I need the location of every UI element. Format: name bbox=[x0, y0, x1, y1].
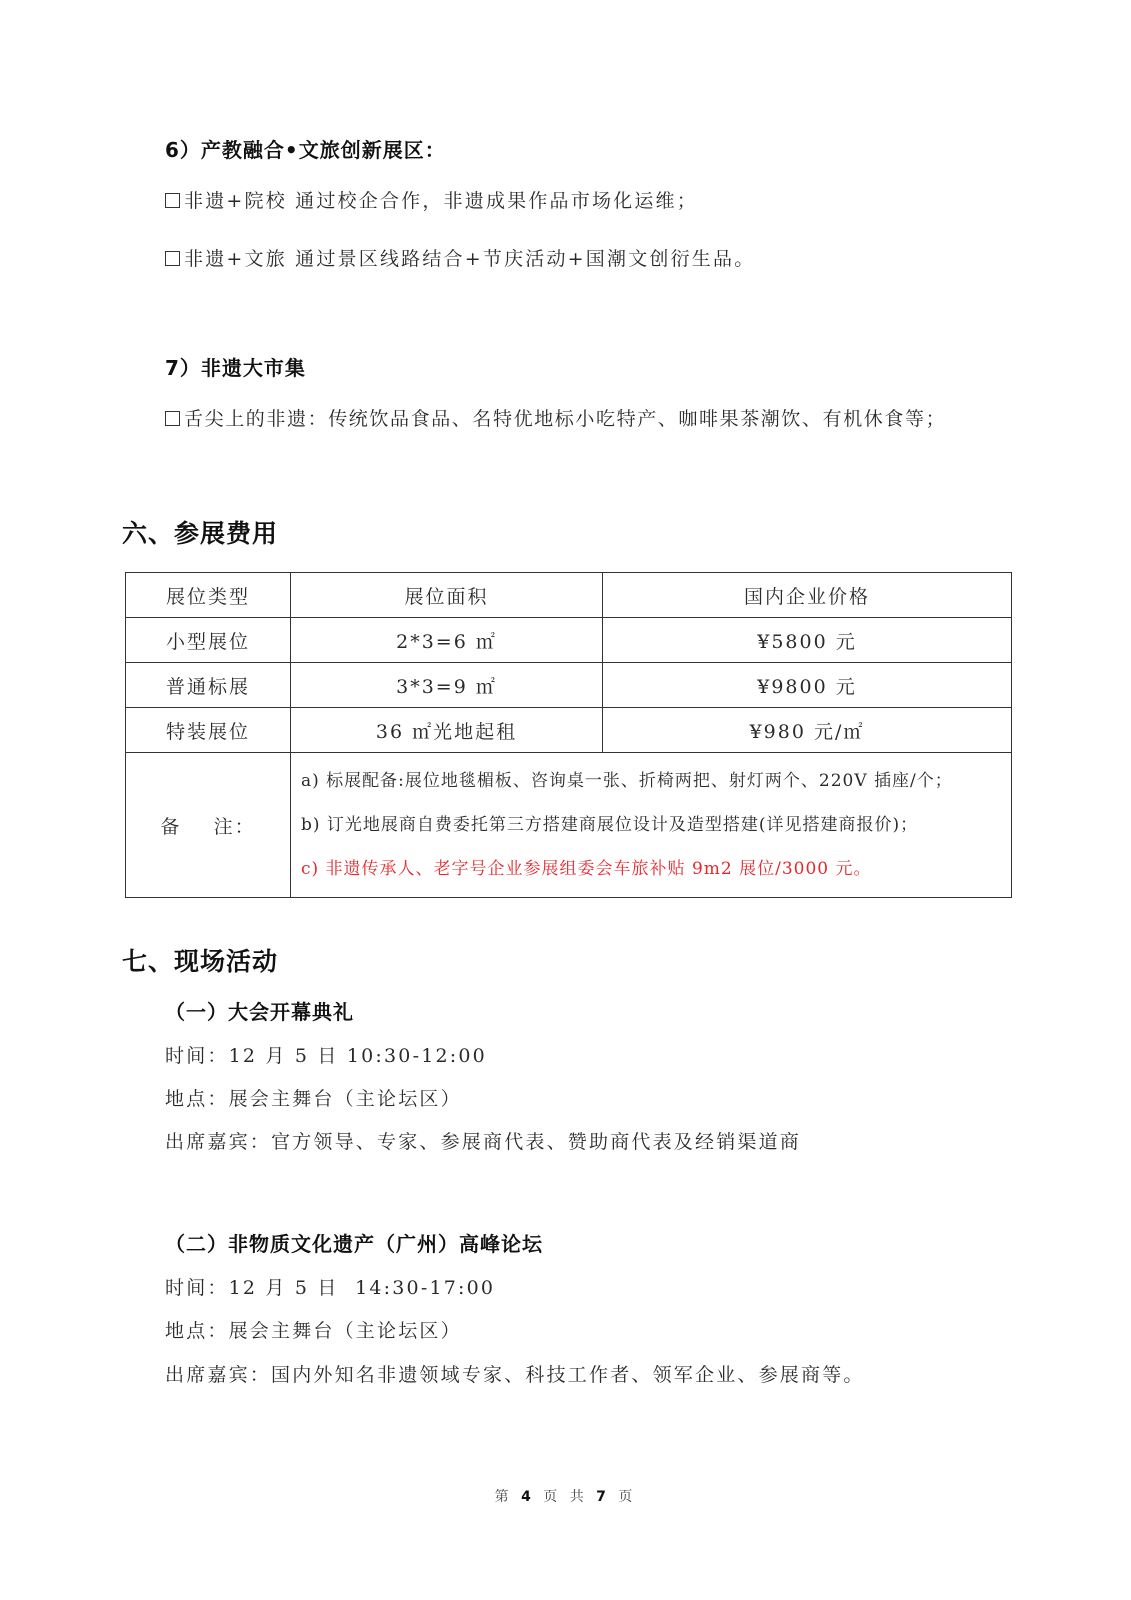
column-header: 展位面积 bbox=[291, 573, 603, 618]
booth-price: ¥5800 元 bbox=[603, 618, 1012, 663]
checkbox-icon bbox=[165, 411, 180, 426]
note-a: a) 标展配备:展位地毯楣板、咨询桌一张、折椅两把、射灯两个、220V 插座/个； bbox=[301, 771, 953, 791]
table-header-row bbox=[126, 573, 1012, 618]
list-item-text: 非遗+院校 通过校企合作，非遗成果作品市场化运维； bbox=[184, 190, 698, 212]
notes-cell bbox=[291, 753, 1012, 898]
fee-table bbox=[125, 572, 1012, 898]
footer-prefix: 第 bbox=[494, 1489, 513, 1505]
current-page-number: 4 bbox=[521, 1489, 535, 1505]
checkbox-icon bbox=[165, 193, 180, 208]
list-item-text: 舌尖上的非遗：传统饮品食品、名特优地标小吃特产、咖啡果茶潮饮、有机休食等； bbox=[184, 408, 947, 430]
booth-type: 特装展位 bbox=[126, 708, 291, 753]
table-row bbox=[126, 708, 1012, 753]
section-heading-fees: 六、参展费用 bbox=[122, 519, 279, 548]
table-row bbox=[126, 618, 1012, 663]
list-item-text: 非遗+文旅 通过景区线路结合+节庆活动+国潮文创衍生品。 bbox=[184, 248, 756, 270]
booth-type: 普通标展 bbox=[126, 663, 291, 708]
table-row bbox=[126, 663, 1012, 708]
column-header: 国内企业价格 bbox=[603, 573, 1012, 618]
footer-middle: 页 共 bbox=[543, 1489, 588, 1505]
event-time: 时间：12 月 5 日 14:30-17:00 bbox=[165, 1277, 496, 1299]
total-pages-number: 7 bbox=[596, 1489, 610, 1505]
list-item bbox=[165, 404, 946, 431]
column-header: 展位类型 bbox=[126, 573, 291, 618]
note-c-highlight: c) 非遗传承人、老字号企业参展组委会车旅补贴 9m2 展位/3000 元。 bbox=[301, 859, 872, 879]
event-guests: 出席嘉宾：国内外知名非遗领域专家、科技工作者、领军企业、参展商等。 bbox=[165, 1364, 865, 1386]
note-b: b) 订光地展商自费委托第三方搭建商展位设计及造型搭建(详见搭建商报价)； bbox=[301, 815, 919, 835]
event-title: （二）非物质文化遗产（广州）高峰论坛 bbox=[165, 1232, 543, 1256]
booth-area: 2*3=6 ㎡ bbox=[291, 618, 603, 663]
subsection-heading-6: 6）产教融合•文旅创新展区： bbox=[165, 138, 446, 162]
booth-area: 36 ㎡光地起租 bbox=[291, 708, 603, 753]
subsection-heading-7: 7）非遗大市集 bbox=[165, 356, 306, 380]
notes-row bbox=[126, 753, 1012, 898]
booth-price: ¥980 元/㎡ bbox=[603, 708, 1012, 753]
booth-type: 小型展位 bbox=[126, 618, 291, 663]
event-guests: 出席嘉宾：官方领导、专家、参展商代表、赞助商代表及经销渠道商 bbox=[165, 1131, 802, 1153]
booth-price: ¥9800 元 bbox=[603, 663, 1012, 708]
event-time: 时间：12 月 5 日 10:30-12:00 bbox=[165, 1045, 487, 1067]
event-title: （一）大会开幕典礼 bbox=[165, 1000, 354, 1024]
booth-area: 3*3=9 ㎡ bbox=[291, 663, 603, 708]
list-item bbox=[165, 186, 698, 213]
event-place: 地点：展会主舞台（主论坛区） bbox=[165, 1320, 462, 1342]
checkbox-icon bbox=[165, 251, 180, 266]
notes-label: 备 注： bbox=[126, 753, 291, 898]
page-footer bbox=[0, 1486, 1131, 1506]
footer-suffix: 页 bbox=[618, 1489, 637, 1505]
event-place: 地点：展会主舞台（主论坛区） bbox=[165, 1088, 462, 1110]
list-item bbox=[165, 244, 755, 271]
section-heading-activities: 七、现场活动 bbox=[122, 947, 279, 976]
